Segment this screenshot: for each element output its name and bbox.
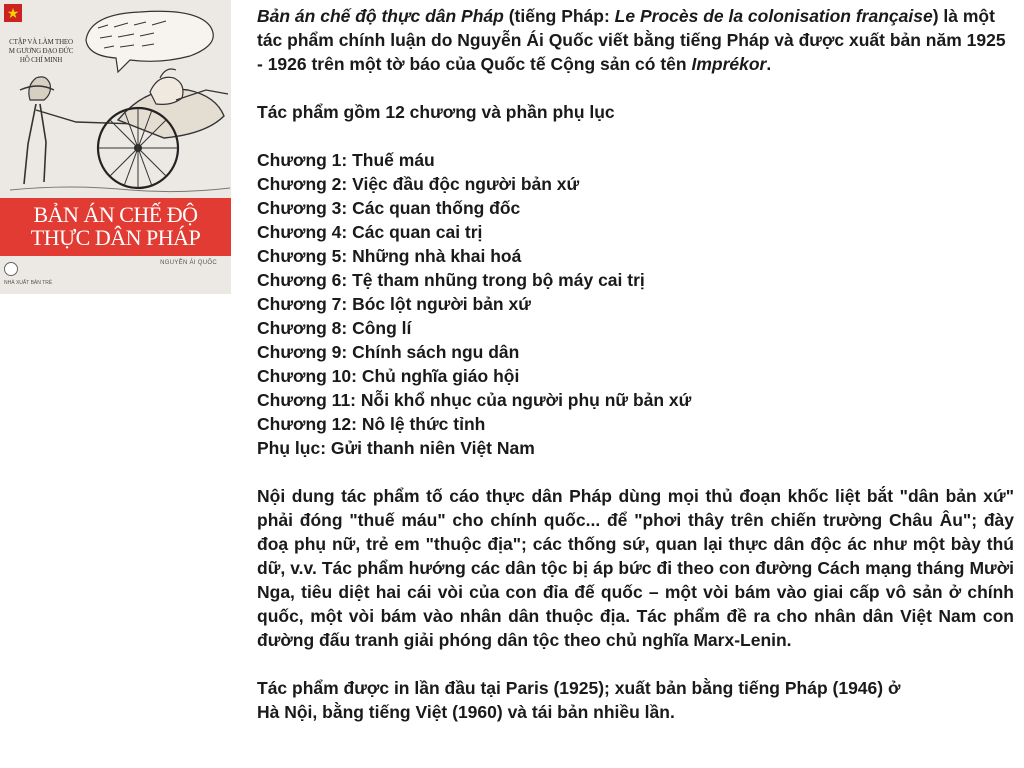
- publisher-logo-icon: [4, 262, 18, 276]
- book-cover: [0, 0, 231, 294]
- journal-name: Imprékor: [691, 54, 767, 74]
- chapter-item: Chương 11: Nỗi khổ nhục của người phụ nữ bản xứ: [257, 390, 692, 410]
- intro-paragraph: [257, 4, 1014, 76]
- chapter-item: Chương 10: Chủ nghĩa giáo hội: [257, 366, 520, 386]
- publication-line: Hà Nội, bằng tiếng Việt (1960) và tái bản nhiều lần.: [257, 702, 675, 722]
- series-line: M GƯƠNG ĐẠO ĐỨC: [8, 47, 74, 55]
- article-text: [257, 4, 1014, 724]
- chapter-item: Chương 1: Thuế máu: [257, 150, 435, 170]
- series-line: HỒ CHÍ MINH: [19, 56, 63, 64]
- publication-line: Tác phẩm được in lần đầu tại Paris (1925); xuất bản bằng tiếng Pháp (1946) ở: [257, 678, 901, 698]
- chapter-list: [257, 148, 1014, 460]
- series-line: CTẬP VÀ LÀM THEO: [9, 38, 73, 46]
- chapter-item: Chương 2: Việc đầu độc người bản xứ: [257, 174, 580, 194]
- chapter-item: Chương 9: Chính sách ngu dân: [257, 342, 520, 362]
- content-paragraph: Nội dung tác phẩm tố cáo thực dân Pháp dùng mọi thủ đoạn khốc liệt bắt "dân bản xứ" phải đóng "thuế máu" cho chính quốc... để "phơi thây trên chiến trường Châu Âu"; đày đoạ phụ nữ, trẻ em "thuộc địa"; các thống sứ, quan lại thực dân độc ác như một bày thú dữ, v.v. Tác phẩm hướng các dân tộc bị áp bức đi theo con đường Cách mạng tháng Mười Nga, tiêu diệt hai cái vòi của con đỉa đế quốc – một vòi bám vào giai cấp vô sản ở chính quốc, một vòi bám vào nhân dân thuộc địa. Tác phẩm đề ra cho nhân dân Việt Nam con đường đấu tranh giải phóng dân tộc theo chủ nghĩa Marx-Lenin.: [257, 486, 1014, 650]
- cover-title-line: BẢN ÁN CHẾ ĐỘ: [33, 202, 198, 227]
- chapter-item: Chương 6: Tệ tham nhũng trong bộ máy cai trị: [257, 270, 645, 290]
- parts-summary: Tác phẩm gồm 12 chương và phần phụ lục: [257, 102, 615, 122]
- book-title-fr: Le Procès de la colonisation française: [614, 6, 933, 26]
- chapter-item: Chương 4: Các quan cai trị: [257, 222, 483, 242]
- intro-body: ) là một tác phẩm chính luận do Nguyễn Ái Quốc viết bằng tiếng Pháp và được xuất bản năm 1925 - 1926 trên một tờ báo của Quốc tế Cộng sản có tên: [257, 6, 1006, 74]
- chapter-item: Chương 7: Bóc lột người bản xứ: [257, 294, 531, 314]
- publication-paragraph: [257, 676, 1014, 724]
- chapter-item: Chương 8: Công lí: [257, 318, 412, 338]
- cover-title-line: THỰC DÂN PHÁP: [30, 225, 201, 250]
- book-title-vi: Bản án chế độ thực dân Pháp: [257, 6, 504, 26]
- star-icon: ★: [6, 5, 20, 21]
- chapter-item: Chương 5: Những nhà khai hoá: [257, 246, 522, 266]
- cover-publisher: NHÀ XUẤT BẢN TRẺ: [4, 280, 53, 286]
- intro-paren: (tiếng Pháp:: [503, 6, 615, 26]
- rickshaw-illustration: [0, 0, 231, 200]
- chapter-item: Chương 3: Các quan thống đốc: [257, 198, 521, 218]
- intro-end: .: [766, 54, 772, 74]
- appendix-item: Phụ lục: Gửi thanh niên Việt Nam: [257, 438, 535, 458]
- cover-author: NGUYỄN ÁI QUỐC: [160, 260, 217, 266]
- chapter-item: Chương 12: Nô lệ thức tỉnh: [257, 414, 486, 434]
